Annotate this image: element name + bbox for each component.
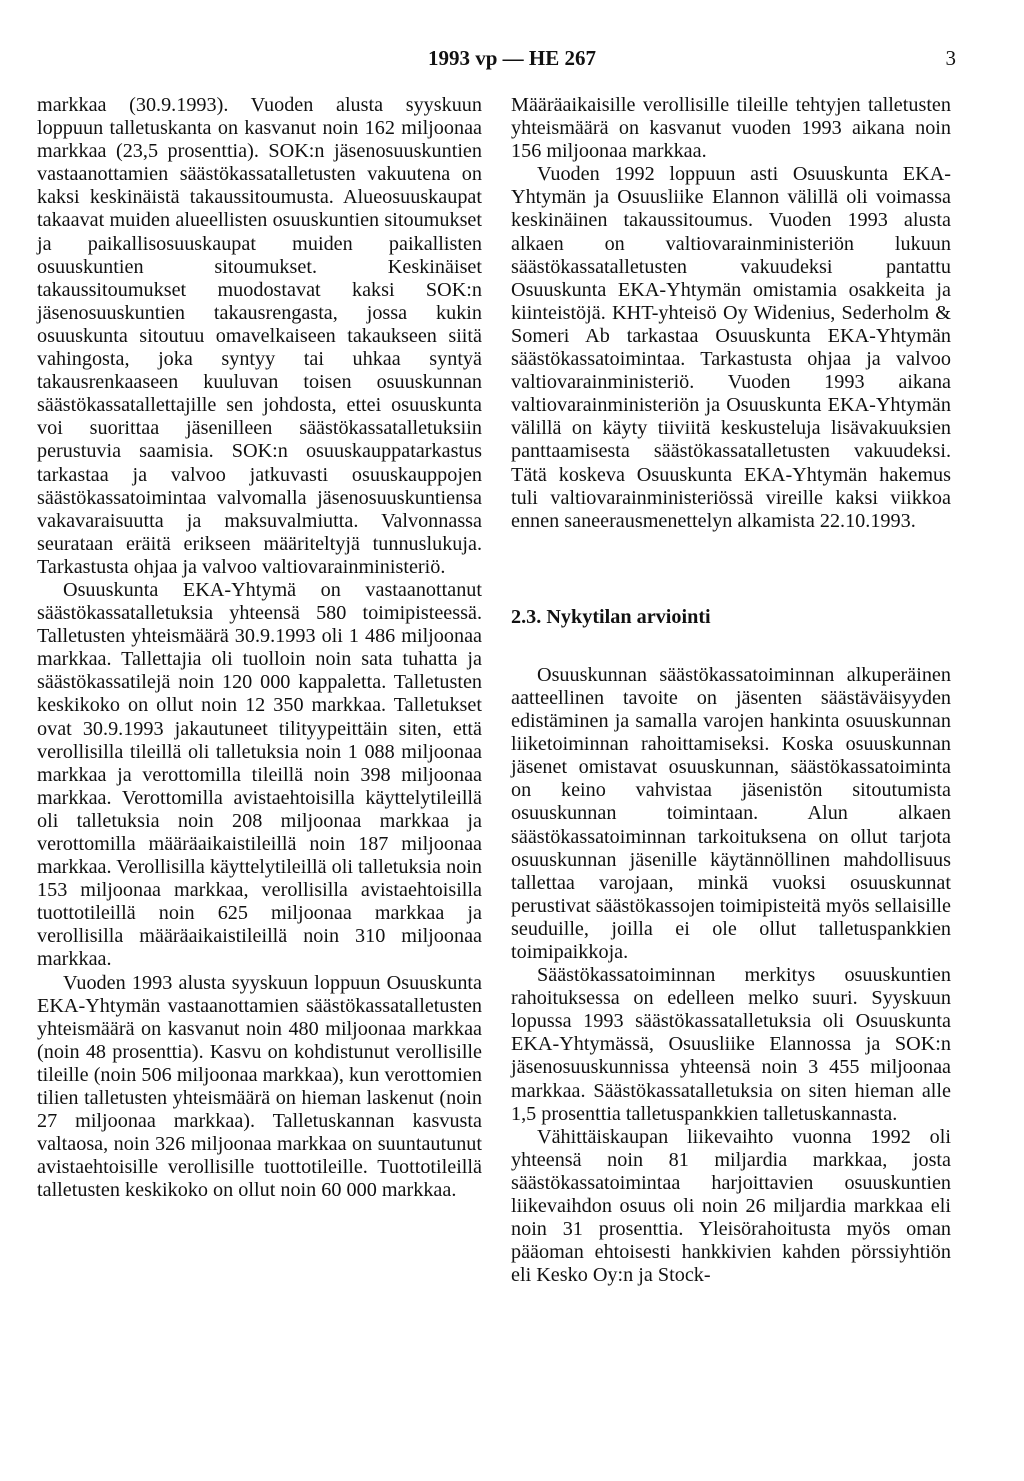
paragraph: Määräaikaisille verollisille tileille tehtyjen talletusten yhteismäärä on kasvanut vuoden 1993 aikana noin 156 miljoonaa markkaa. <box>511 94 951 163</box>
paragraph: Osuuskunnan säästökassatoiminnan alkuperäinen aatteellinen tavoite on jäsenten säästäväisyyden edistäminen ja samalla varojen hankinta osuuskunnan liiketoiminnan rahoittamiseksi. Koska osuuskunnan jäsenet omistavat osuuskunnan, säästökassatoiminta on keino vahvistaa jäsenistön sitoutumista osuuskunnan toimintaan. Alun alkaen säästökassatoiminnan tarkoituksena on ollut tarjota osuuskunnan jäsenille käytännöllinen mahdollisuus tallettaa varojaan, minkä vuoksi osuuskunnat perustivat säästökassojen toimipisteitä myös sellaisille seuduille, joilla ei ole ollut talletuspankkien toimipaikkoja. <box>511 663 951 963</box>
running-title: 1993 vp — HE 267 <box>427 46 597 70</box>
left-column <box>37 94 482 1203</box>
paragraph: Vuoden 1992 loppuun asti Osuuskunta EKA-Yhtymän ja Osuusliike Elannon välillä oli voimassa keskinäinen takaussitoumus. Vuoden 1993 alusta alkaen on valtiovarainministeriön lukuun säästökassatalletusten vakuudeksi pantattu Osuuskunta EKA-Yhtymän omistamia osakkeita ja kiinteistöjä. KHT-yhteisö Oy Widenius, Sederholm & Someri Ab tarkastaa Osuuskunta EKA-Yhtymän säästökassatoimintaa. Tarkastusta ohjaa ja valvoo valtiovarainministeriö. Vuoden 1993 aikana valtiovarainministeriön ja Osuuskunta EKA-Yhtymän välillä on käyty tiiviitä keskusteluja lisävakuuksien panttaamisesta säästökassatalletusten vakuudeksi. Tätä koskeva Osuuskunta EKA-Yhtymän hakemus tuli valtiovarainministeriössä vireille kaksi viikkoa ennen saneerausmenettelyn alkamista 22.10.1993. <box>511 163 951 532</box>
paragraph: Osuuskunta EKA-Yhtymä on vastaanottanut säästökassatalletuksia yhteensä 580 toimipisteessä. Talletusten yhteismäärä 30.9.1993 oli 1 486 miljoonaa markkaa. Tallettajia oli tuolloin noin sata tuhatta ja säästökassatilejä noin 120 000 kappaletta. Talletusten keskikoko on ollut noin 12 350 markkaa. Talletukset ovat 30.9.1993 jakautuneet tilityypeittäin siten, että verollisilla tileillä oli talletuksia noin 1 088 miljoonaa markkaa ja verottomilla tileillä noin 398 miljoonaa markkaa. Verottomilla avistaehtoisilla käyttelytileillä oli talletuksia noin 208 miljoonaa markkaa ja verottomilla määräaikaistileillä noin 187 miljoonaa markkaa. Verollisilla käyttelytileillä oli talletuksia noin 153 miljoonaa markkaa, verollisilla avistaehtoisilla tuottotileillä noin 625 miljoonaa markkaa ja verollisilla määräaikaistileillä noin 310 miljoonaa markkaa. <box>37 578 482 971</box>
page-number: 3 <box>945 46 956 70</box>
right-column <box>511 94 951 1287</box>
page-header <box>0 46 1024 76</box>
paragraph: Säästökassatoiminnan merkitys osuuskuntien rahoituksessa on edelleen melko suuri. Syyskuun lopussa 1993 säästökassatalletuksia oli Osuuskunta EKA-Yhtymässä, Osuusliike Elannossa ja SOK:n jäsenosuuskunnissa yhteensä noin 3 455 miljoonaa markkaa. Säästökassatalletuksia on siten hieman alle 1,5 prosenttia talletuspankkien talletuskannasta. <box>511 964 951 1125</box>
paragraph: Vähittäiskaupan liikevaihto vuonna 1992 oli yhteensä noin 81 miljardia markkaa, josta säästökassatoimintaa harjoittavien osuuskuntien liikevaihdon osuus oli noin 26 miljardia markkaa eli noin 31 prosenttia. Yleisörahoitusta myös oman pääoman ehtoisesti hankkivien kahden pörssiyhtiön eli Kesko Oy:n ja Stock- <box>511 1125 951 1287</box>
section-heading: 2.3. Nykytilan arviointi <box>511 605 711 628</box>
paragraph: markkaa (30.9.1993). Vuoden alusta syyskuun loppuun talletuskanta on kasvanut noin 162 miljoonaa markkaa (23,5 prosenttia). SOK:n jäsenosuuskuntien vastaanottamien säästökassatalletusten vakuutena on kaksi keskinäistä takaussitoumusta. Alueosuuskaupat takaavat muiden alueellisten osuuskuntien sitoumukset ja paikallisosuuskaupat muiden paikallisten osuuskuntien sitoumukset. Keskinäiset takaussitoumukset muodostavat kaksi SOK:n jäsenosuuskuntien takausrengasta, jossa kukin osuuskunta sitoutuu omavelkaiseen takaukseen siitä vahingosta, joka syntyy tai uhkaa syntyä takausrenkaaseen kuuluvan toisen osuuskunnan säästökassatallettajille sen johdosta, ettei osuuskunta voi suorittaa jäsenilleen säästökassatalletuksiin perustuvia saamisia. SOK:n osuuskauppatarkastus tarkastaa ja valvoo jatkuvasti osuuskauppojen säästökassatoimintaa valvomalla jäsenosuuskuntiensa vakavaraisuutta ja maksuvalmiutta. Valvonnassa seurataan eräitä erikseen määriteltyjä tunnuslukuja. Tarkastusta ohjaa ja valvoo valtiovarainministeriö. <box>37 94 482 578</box>
paragraph: Vuoden 1993 alusta syyskuun loppuun Osuuskunta EKA-Yhtymän vastaanottamien säästökassatalletusten yhteismäärä on kasvanut noin 480 miljoonaa markkaa (noin 48 prosenttia). Kasvu on kohdistunut verollisille tileille (noin 506 miljoonaa markkaa), kun verottomien tilien talletusten yhteismäärä on hieman laskenut (noin 27 miljoonaa markkaa). Talletuskannan kasvusta valtaosa, noin 326 miljoonaa markkaa on suuntautunut avistaehtoisille verollisille tuottotileille. Tuottotileillä talletusten keskikoko on ollut noin 60 000 markkaa. <box>37 971 482 1202</box>
